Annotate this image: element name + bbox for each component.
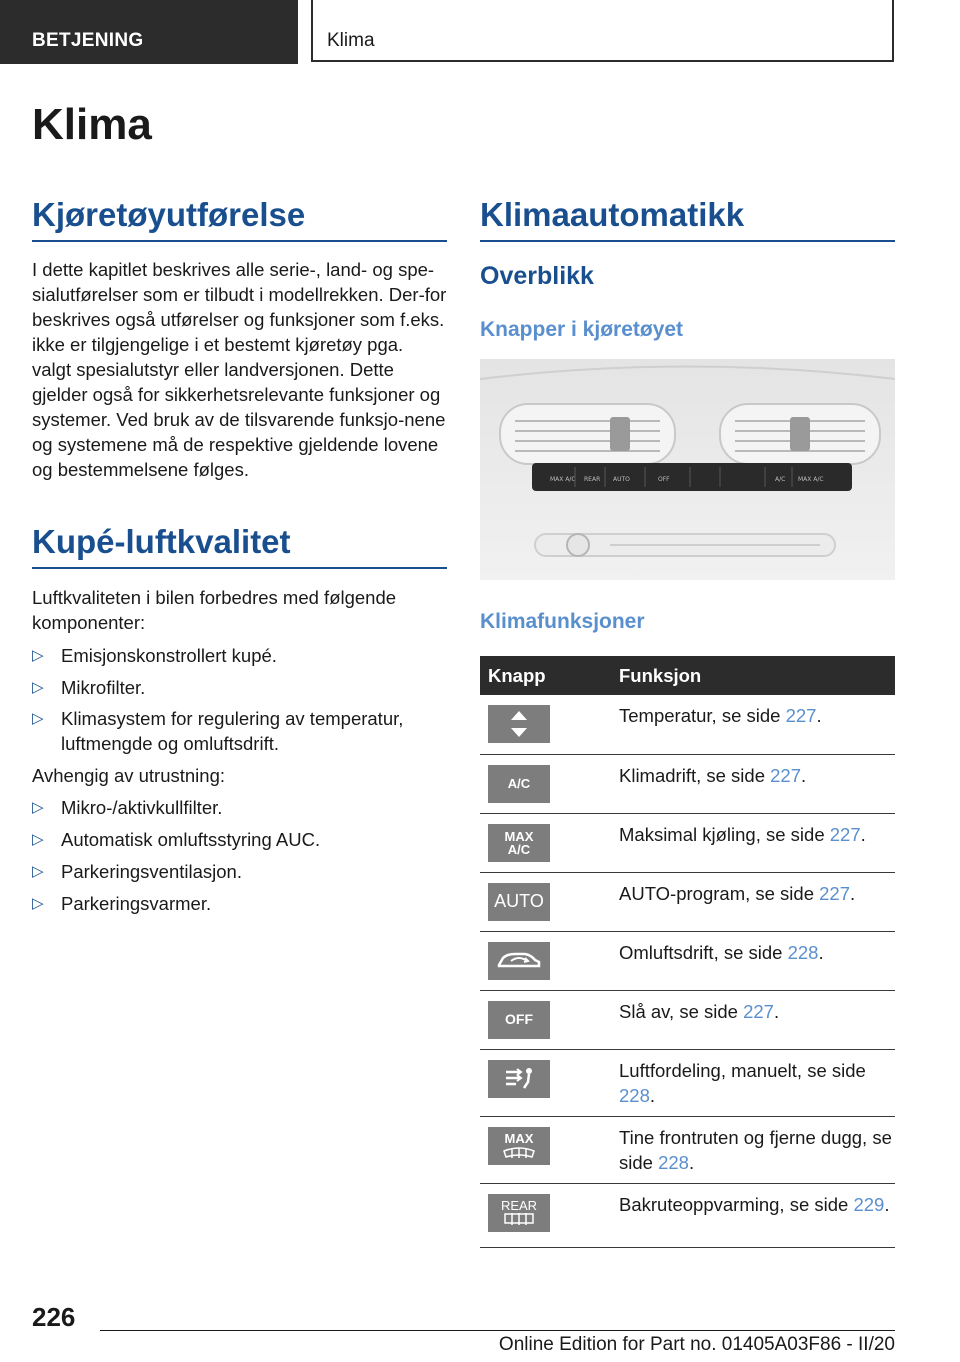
page-reference-link[interactable]: 229 [853, 1193, 885, 1215]
variant-paragraph: I dette kapitlet beskrives alle serie-, land- og spe-sialutførelser som er tilbudt i modellrekken. Der-for beskrives også utførelser og funksjoner som f.eks. ikke er tilgjengelige i et bestemt kjøretøy pga. valgt spesialutstyr eller landversjonen. Dette gjelder også for sikkerhetsrelevante funksjoner og systemer. Ved bruk av de tilsvarende funksjo-nene og systemene må de respektive gjeldende lovene og bestemmelsene følges. [32, 259, 447, 480]
heading-auto-climate: Klimaautomatikk [480, 196, 895, 242]
table-row: AUTO AUTO-program, se side 227. [480, 872, 895, 931]
header-section-label: BETJENING [32, 30, 144, 51]
climate-panel-photo [480, 359, 895, 580]
photo-button-label: MAX A/C [798, 476, 824, 483]
footer-edition: Online Edition for Part no. 01405A03F86 - II/20 [498, 1334, 895, 1355]
photo-button-label: MAX A/C [550, 476, 576, 483]
equipment-label: Avhengig av utrustning: [32, 765, 226, 786]
max-ac-icon: MAX A/C [488, 824, 550, 862]
page-reference-link[interactable]: 227 [743, 1000, 774, 1022]
table-row: MAX Tine frontruten og fjerne dugg, se side 228. [480, 1116, 895, 1183]
triangle-bullet-icon: ▷ [32, 799, 44, 816]
off-icon: OFF [488, 1001, 550, 1039]
triangle-bullet-icon: ▷ [32, 679, 44, 696]
ac-icon: A/C [488, 765, 550, 803]
page-reference-link[interactable]: 227 [785, 705, 817, 726]
table-row: Luftfordeling, manuelt, se side 228. [480, 1049, 895, 1116]
rear-defrost-icon: REAR [488, 1194, 550, 1232]
page-reference-link[interactable]: 227 [829, 823, 861, 845]
column-header-button: Knapp [480, 656, 607, 695]
auto-icon: AUTO [488, 883, 550, 921]
heading-climate-functions: Klimafunksjoner [480, 610, 645, 633]
table-header-row [480, 656, 895, 695]
climate-function-table [480, 656, 895, 1248]
photo-button-label: AUTO [613, 476, 630, 483]
max-defrost-icon: MAX [488, 1127, 550, 1165]
table-row: Omluftsdrift, se side 228. [480, 931, 895, 990]
recirculation-car-icon [488, 942, 550, 980]
triangle-bullet-icon: ▷ [32, 863, 44, 880]
page-reference-link[interactable]: 228 [658, 1151, 689, 1173]
photo-button-label: A/C [775, 476, 786, 483]
photo-button-label: OFF [658, 476, 670, 483]
table-row: Temperatur, se side 227. [480, 695, 895, 754]
page-reference-link[interactable]: 228 [787, 941, 819, 963]
air-intro-paragraph: Luftkvaliteten i bilen forbedres med følgende komponenter: [32, 587, 397, 633]
heading-vehicle-variant: Kjøretøyutførelse [32, 196, 447, 242]
page-reference-link[interactable]: 227 [770, 764, 802, 786]
header-section-tab [0, 0, 298, 64]
table-row: MAX A/C Maksimal kjøling, se side 227. [480, 813, 895, 872]
header-chapter-tab [311, 0, 894, 62]
heading-buttons-in-vehicle: Knapper i kjøretøyet [480, 318, 684, 341]
table-row: REAR Bakruteoppvarming, se side 229. [480, 1183, 895, 1247]
table-row: OFF Slå av, se side 227. [480, 990, 895, 1049]
temperature-arrows-icon [488, 705, 550, 743]
photo-button-label: REAR [584, 476, 601, 483]
header-chapter-label: Klima [327, 30, 375, 51]
page-number: 226 [32, 1302, 76, 1332]
air-distribution-icon [488, 1060, 550, 1098]
page-title: Klima [32, 100, 152, 149]
heading-cabin-air-quality: Kupé-luftkvalitet [32, 523, 447, 569]
triangle-bullet-icon: ▷ [32, 710, 44, 727]
triangle-bullet-icon: ▷ [32, 831, 44, 848]
column-header-function: Funksjon [607, 656, 895, 695]
triangle-bullet-icon: ▷ [32, 895, 44, 912]
heading-overview: Overblikk [480, 262, 594, 290]
triangle-bullet-icon: ▷ [32, 647, 44, 664]
table-row: A/C Klimadrift, se side 227. [480, 754, 895, 813]
page-reference-link[interactable]: 228 [619, 1084, 650, 1106]
page-reference-link[interactable]: 227 [819, 882, 851, 904]
footer-divider [100, 1330, 895, 1331]
